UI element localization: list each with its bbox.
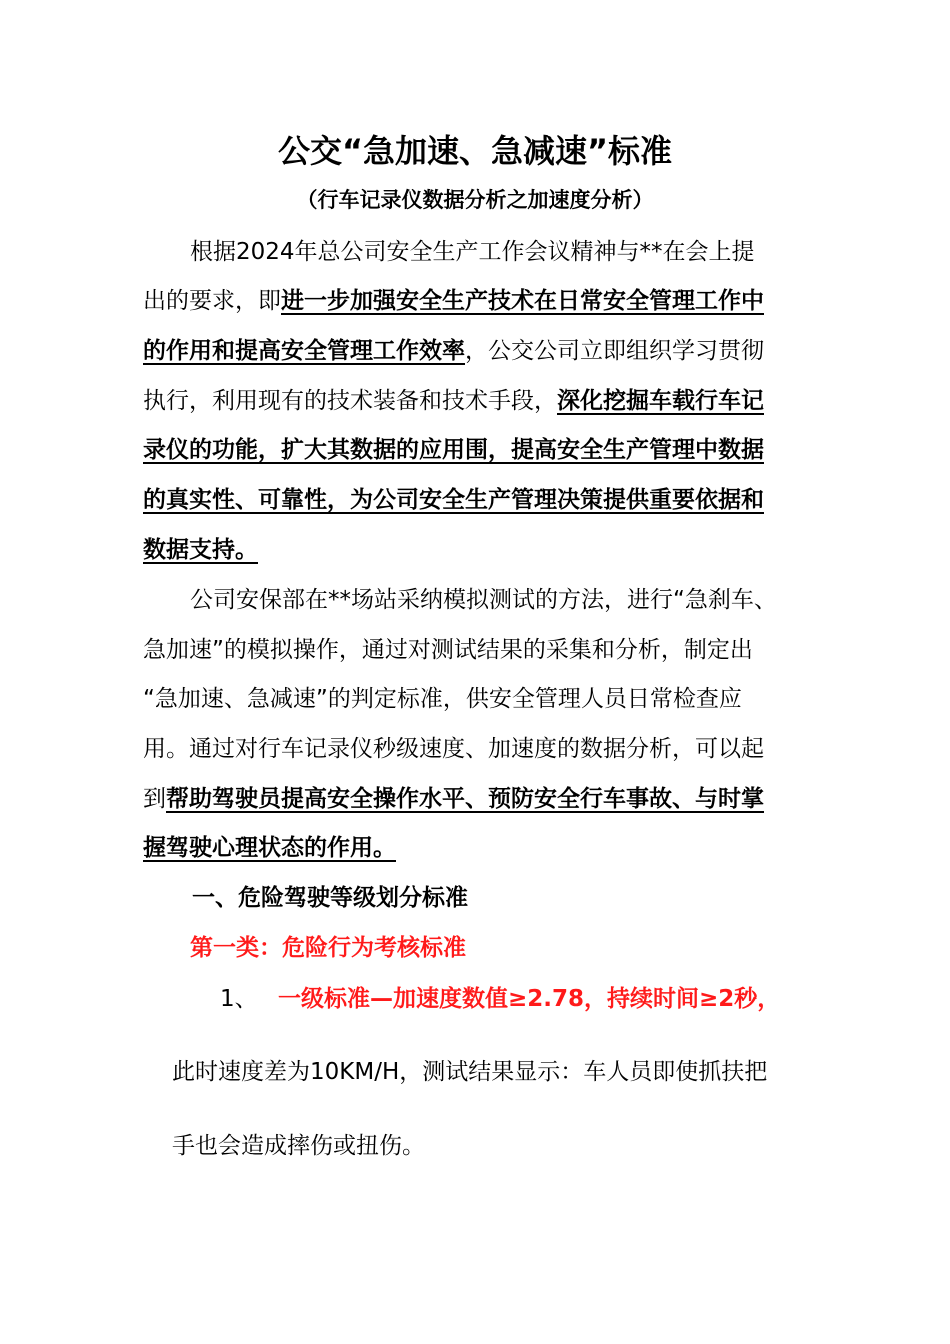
para2-text: 到 xyxy=(143,786,166,812)
para2-line6: 握驾驶心理状态的作用。 xyxy=(143,835,396,861)
para1-line7: 数据支持。 xyxy=(143,537,258,563)
document-title: 公交“急加速、急减速”标准 xyxy=(277,132,673,170)
para1-emphasis: 的作用和提高安全管理工作效率 xyxy=(143,338,465,364)
para2-line2: 急加速”的模拟操作，通过对测试结果的采集和分析，制定出 xyxy=(143,637,753,663)
para2-line4: 用。通过对行车记录仪秒级速度、加速度的数据分析，可以起 xyxy=(143,736,764,762)
section-heading: 一、危险驾驶等级划分标准 xyxy=(192,885,468,911)
para2-line3: “急加速、急减速”的判定标准，供安全管理人员日常检查应 xyxy=(143,686,742,712)
item-standard: 一级标准—加速度数值≥2.78，持续时间≥2秒， xyxy=(278,986,781,1012)
para2-line1: 公司安保部在**场站采纳模拟测试的方法，进行“急刹车、 xyxy=(190,587,777,613)
para2-emphasis: 帮助驾驶员提高安全操作水平、预防安全行车事故、与时掌 xyxy=(166,786,764,812)
para1-text: ，公交公司立即组织学习贯彻 xyxy=(465,338,764,364)
para1-line1: 根据2024年总公司安全生产工作会议精神与**在会上提 xyxy=(190,239,755,265)
item-desc-line1: 此时速度差为10KM/H，测试结果显示：车人员即使抓扶把 xyxy=(172,1059,768,1085)
para1-emphasis: 深化挖掘车载行车记 xyxy=(557,388,764,414)
para1-line4 xyxy=(143,385,764,417)
para1-line6: 的真实性、可靠性，为公司安全生产管理决策提供重要依据和 xyxy=(143,487,764,513)
para1-text: 执行，利用现有的技术装备和技术手段， xyxy=(143,388,557,414)
item-number: 1、 xyxy=(220,986,258,1012)
document-subtitle: （行车记录仪数据分析之加速度分析） xyxy=(296,188,654,212)
item-desc-line2: 手也会造成摔伤或扭伤。 xyxy=(172,1133,425,1159)
para1-emphasis: 进一步加强安全生产技术在日常安全管理工作中 xyxy=(281,288,764,314)
para1-line2 xyxy=(143,285,764,317)
para1-line3 xyxy=(143,335,764,367)
para2-line5 xyxy=(143,783,764,815)
category-heading: 第一类：危险行为考核标准 xyxy=(190,935,466,961)
para1-text: 出的要求，即 xyxy=(143,288,281,314)
para1-line5: 录仪的功能，扩大其数据的应用围，提高安全生产管理中数据 xyxy=(143,437,764,463)
